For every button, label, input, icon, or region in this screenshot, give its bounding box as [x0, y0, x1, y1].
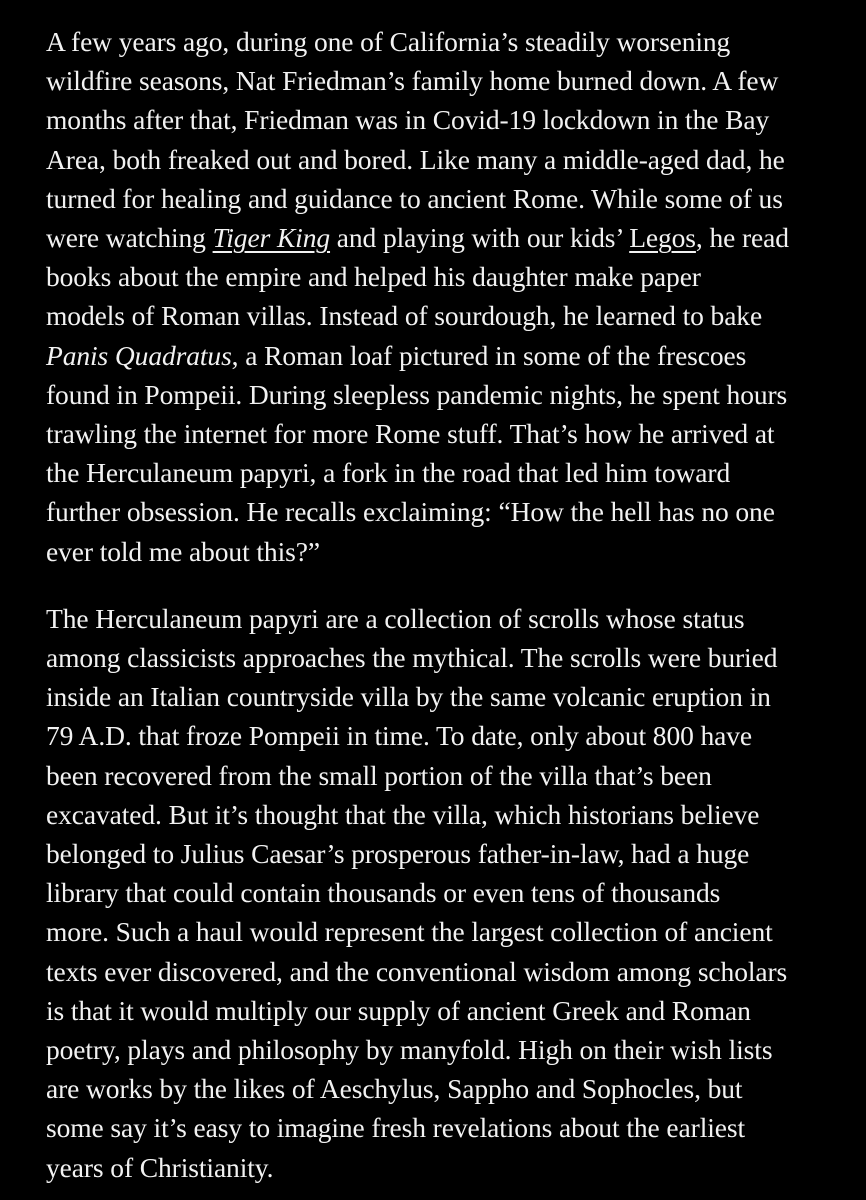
tiger-king-link[interactable]: Tiger King: [212, 222, 331, 254]
text-line: further obsession. He recalls exclaiming: “How the hell has no one: [46, 496, 775, 528]
article-body: [46, 22, 860, 1187]
text-line: models of Roman villas. Instead of sourdough, he learned to bake: [46, 300, 763, 332]
text-line: are works by the likes of Aeschylus, Sappho and Sophocles, but: [46, 1073, 743, 1105]
text-line: ever told me about this?”: [46, 535, 320, 567]
text-line: [46, 218, 860, 257]
text-segment: were watching: [46, 222, 213, 254]
text-segment: and playing with our kids’: [330, 222, 630, 254]
text-segment: , he read: [695, 222, 789, 254]
text-line: the Herculaneum papyri, a fork in the road that led him toward: [46, 457, 731, 489]
panis-quadratus-term: Panis Quadratus: [46, 339, 232, 371]
text-line: some say it’s easy to imagine fresh revelations about the earliest: [46, 1112, 746, 1144]
text-line: is that it would multiply our supply of ancient Greek and Roman: [46, 994, 751, 1026]
text-line: The Herculaneum papyri are a collection of scrolls whose status: [46, 602, 745, 634]
text-segment: , a Roman loaf pictured in some of the frescoes: [231, 339, 747, 371]
text-line: months after that, Friedman was in Covid-19 lockdown in the Bay: [46, 104, 770, 136]
text-line: turned for healing and guidance to ancient Rome. While some of us: [46, 182, 783, 214]
text-line: A few years ago, during one of California’s steadily worsening: [46, 26, 731, 57]
text-line: found in Pompeii. During sleepless pandemic nights, he spent hours: [46, 378, 788, 410]
text-line: among classicists approaches the mythical. The scrolls were buried: [46, 642, 778, 674]
paragraph-2: [46, 599, 860, 1187]
text-line: been recovered from the small portion of the villa that’s been: [46, 759, 712, 791]
text-line: Area, both freaked out and bored. Like many a middle-aged dad, he: [46, 143, 785, 175]
legos-link[interactable]: Legos: [629, 222, 696, 254]
text-line: 79 A.D. that froze Pompeii in time. To date, only about 800 have: [46, 720, 753, 752]
paragraph-1: [46, 22, 860, 571]
text-line: belonged to Julius Caesar’s prosperous father-in-law, had a huge: [46, 838, 750, 870]
text-line: inside an Italian countryside villa by the same volcanic eruption in: [46, 681, 771, 713]
text-line: trawling the internet for more Rome stuff. That’s how he arrived at: [46, 418, 775, 450]
text-line: years of Christianity.: [46, 1151, 274, 1183]
text-line: library that could contain thousands or even tens of thousands: [46, 877, 721, 909]
text-line: books about the empire and helped his daughter make paper: [46, 261, 701, 293]
text-line: [46, 336, 860, 375]
text-line: wildfire seasons, Nat Friedman’s family home burned down. A few: [46, 65, 779, 97]
text-line: texts ever discovered, and the conventional wisdom among scholars: [46, 955, 788, 987]
text-line: more. Such a haul would represent the largest collection of ancient: [46, 916, 773, 948]
text-line: poetry, plays and philosophy by manyfold. High on their wish lists: [46, 1034, 773, 1066]
text-line: excavated. But it’s thought that the villa, which historians believe: [46, 798, 760, 830]
